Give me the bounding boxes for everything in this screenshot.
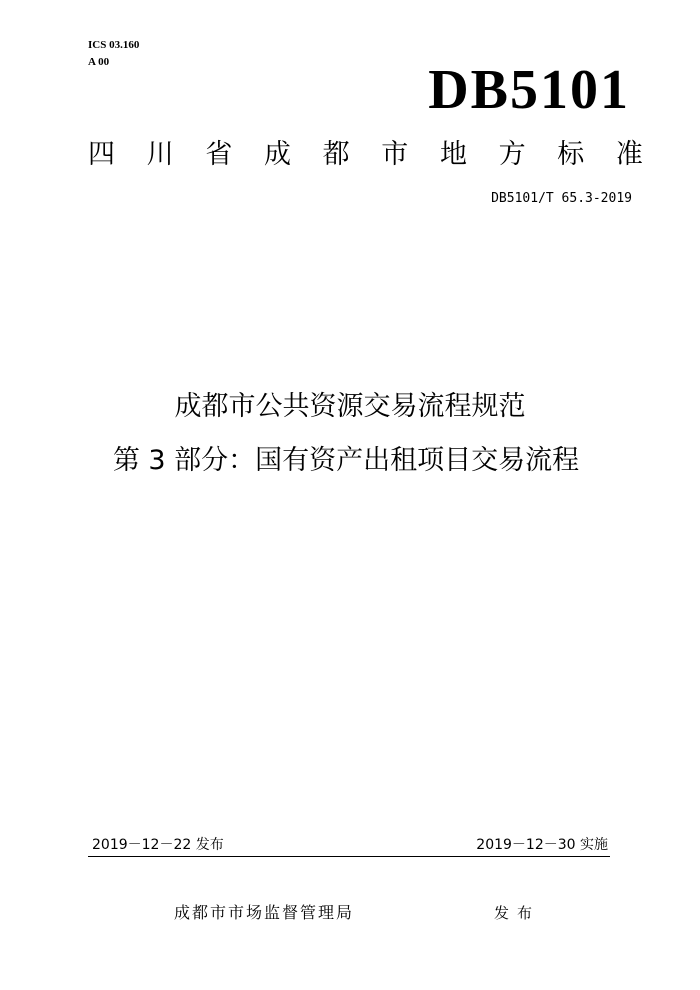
standard-type-char: 方	[498, 139, 526, 170]
standard-type-char: 成	[263, 139, 291, 170]
document-title: 成都市公共资源交易流程规范	[174, 391, 526, 422]
publish-date: 2019－12－22 发布	[92, 837, 224, 853]
top-divider	[88, 182, 633, 183]
standard-type	[88, 138, 643, 172]
standard-number: DB5101/T 65.3-2019	[491, 191, 632, 206]
standard-type-char: 省	[205, 139, 233, 170]
date-row	[92, 836, 608, 854]
standard-type-char: 都	[322, 139, 350, 170]
standard-type-char: 地	[439, 139, 467, 170]
standard-type-char: 标	[557, 139, 585, 170]
document-subtitle: 第 3 部分：国有资产出租项目交易流程	[112, 445, 580, 476]
implement-date: 2019－12－30 实施	[476, 837, 608, 853]
ics-code: ICS 03.160	[88, 39, 140, 51]
standard-type-char: 四	[88, 139, 115, 170]
standard-type-char: 市	[381, 139, 409, 170]
classification-block	[88, 37, 139, 71]
standard-code: DB5101	[428, 59, 630, 121]
standard-type-char: 准	[615, 139, 643, 170]
issuer-name: 成都市市场监督管理局	[174, 903, 355, 922]
ccs-code: A 00	[88, 56, 110, 68]
issue-label: 发布	[494, 904, 541, 922]
standard-type-char: 川	[146, 139, 174, 170]
bottom-divider	[88, 856, 610, 857]
